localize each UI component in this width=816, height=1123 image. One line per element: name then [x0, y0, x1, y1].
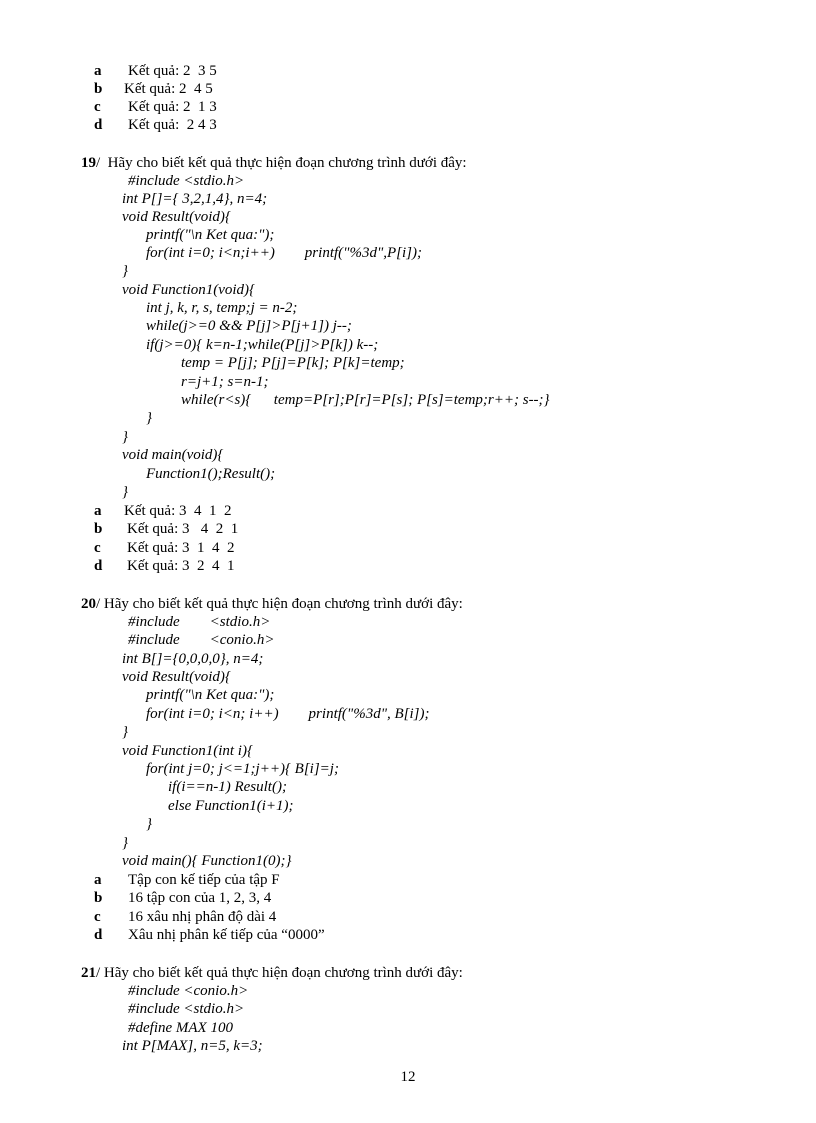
q19-option-text-c: Kết quả: 3 1 4 2 [127, 540, 235, 556]
q20-code-line: int B[]={0,0,0,0}, n=4; [122, 651, 264, 667]
q18-option-text-b: Kết quả: 2 4 5 [124, 81, 213, 97]
q19-code-line: #include <stdio.h> [128, 173, 245, 189]
q21-code-line: int P[MAX], n=5, k=3; [122, 1038, 263, 1054]
q19-code-line: } [146, 410, 152, 426]
q19-code-line: temp = P[j]; P[j]=P[k]; P[k]=temp; [181, 355, 405, 371]
q20-option-letter-b: b [94, 890, 103, 906]
q20-code-line: void Result(void){ [122, 669, 231, 685]
q20-option-text-c: 16 xâu nhị phân độ dài 4 [128, 909, 277, 925]
q20-option-letter-d: d [94, 927, 103, 943]
q21-code-line: #define MAX 100 [128, 1020, 233, 1036]
q21-code-line: #include <conio.h> [128, 983, 249, 999]
q19-code-line: void Result(void){ [122, 209, 231, 225]
q19-option-letter-b: b [94, 521, 103, 537]
q20-heading [81, 595, 463, 613]
q20-option-letter-a: a [94, 872, 102, 888]
q19-option-text-a: Kết quả: 3 4 1 2 [124, 503, 232, 519]
q18-option-letter-c: c [94, 99, 101, 115]
q19-heading [81, 154, 467, 172]
q20-code-line: } [122, 835, 128, 851]
q19-option-text-b: Kết quả: 3 4 2 1 [127, 521, 239, 537]
q21-prompt: / Hãy cho biết kết quả thực hiện đoạn chương trình dưới đây: [96, 965, 463, 981]
q19-code-line: printf("\n Ket qua:"); [146, 227, 275, 243]
q20-code-line: #include <conio.h> [128, 632, 275, 648]
q19-prompt: / Hãy cho biết kết quả thực hiện đoạn chương trình dưới đây: [96, 155, 467, 171]
q20-option-text-a: Tập con kế tiếp của tập F [128, 872, 280, 888]
q19-code-line: Function1();Result(); [146, 466, 276, 482]
q18-option-text-c: Kết quả: 2 1 3 [128, 99, 217, 115]
page-number: 12 [400, 1069, 416, 1085]
q20-code-line: #include <stdio.h> [128, 614, 271, 630]
q19-option-text-d: Kết quả: 3 2 4 1 [127, 558, 235, 574]
q18-option-text-d: Kết quả: 2 4 3 [128, 117, 217, 133]
q21-heading [81, 964, 463, 982]
q20-code-line: void main(){ Function1(0);} [122, 853, 292, 869]
q19-code-line: while(r<s){ temp=P[r];P[r]=P[s]; P[s]=temp;r++; s--;} [181, 392, 550, 408]
q19-code-line: void Function1(void){ [122, 282, 256, 298]
q20-option-text-d: Xâu nhị phân kế tiếp của “0000” [128, 927, 325, 943]
q20-prompt: / Hãy cho biết kết quả thực hiện đoạn chương trình dưới đây: [96, 596, 463, 612]
q20-code-line: else Function1(i+1); [168, 798, 294, 814]
q19-code-line: void main(void){ [122, 447, 224, 463]
q19-code-line: for(int i=0; i<n;i++) printf("%3d",P[i]); [146, 245, 422, 261]
q19-code-line: r=j+1; s=n-1; [181, 374, 269, 390]
q19-option-letter-a: a [94, 503, 102, 519]
q19-number: 19 [81, 155, 96, 171]
q21-code-line: #include <stdio.h> [128, 1001, 245, 1017]
q18-option-letter-d: d [94, 117, 103, 133]
q19-code-line: while(j>=0 && P[j]>P[j+1]) j--; [146, 318, 352, 334]
q18-option-letter-b: b [94, 81, 103, 97]
q21-number: 21 [81, 965, 96, 981]
q19-code-line: int P[]={ 3,2,1,4}, n=4; [122, 191, 268, 207]
q20-code-line: if(i==n-1) Result(); [168, 779, 287, 795]
q19-code-line: } [122, 429, 128, 445]
q19-code-line: } [122, 263, 128, 279]
q18-option-text-a: Kết quả: 2 3 5 [128, 63, 217, 79]
q20-code-line: } [146, 816, 152, 832]
q20-code-line: printf("\n Ket qua:"); [146, 687, 275, 703]
q20-code-line: for(int i=0; i<n; i++) printf("%3d", B[i]); [146, 706, 430, 722]
q20-code-line: for(int j=0; j<=1;j++){ B[i]=j; [146, 761, 339, 777]
q20-number: 20 [81, 596, 96, 612]
q19-option-letter-c: c [94, 540, 101, 556]
q19-code-line: } [122, 484, 128, 500]
q20-code-line: } [122, 724, 128, 740]
q20-option-letter-c: c [94, 909, 101, 925]
q18-option-letter-a: a [94, 63, 102, 79]
q19-code-line: if(j>=0){ k=n-1;while(P[j]>P[k]) k--; [146, 337, 379, 353]
q20-option-text-b: 16 tập con của 1, 2, 3, 4 [128, 890, 272, 906]
q19-option-letter-d: d [94, 558, 103, 574]
q20-code-line: void Function1(int i){ [122, 743, 253, 759]
q19-code-line: int j, k, r, s, temp;j = n-2; [146, 300, 298, 316]
